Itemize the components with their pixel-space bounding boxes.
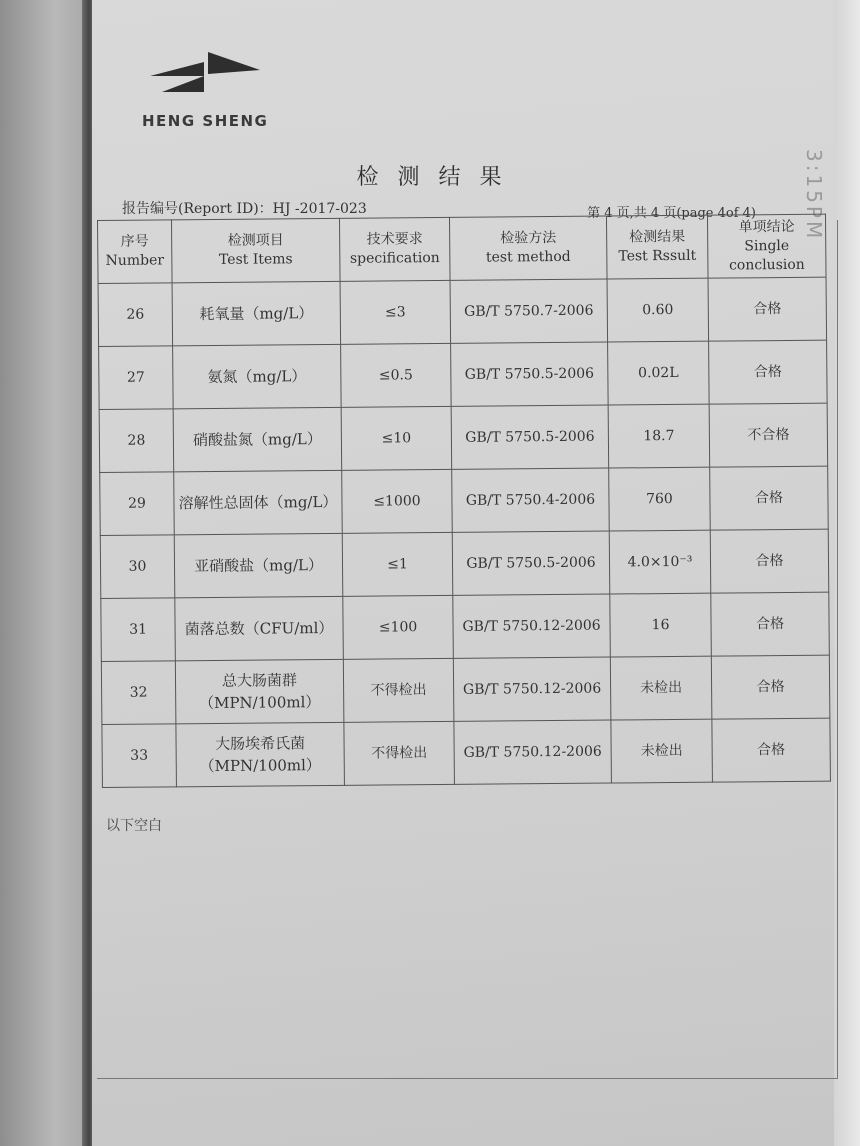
cell-method: GB/T 5750.7-2006 [450,279,608,343]
left-page-edge [0,0,92,1146]
cell-result: 0.02L [608,341,710,405]
cell-conclusion: 合格 [709,340,828,404]
table-row [101,592,830,661]
cell-item: 亚硝酸盐（mg/L） [174,533,343,597]
table-row [98,277,827,346]
cell-result: 760 [609,467,711,531]
cell-spec: 不得检出 [343,658,454,722]
cell-conclusion: 合格 [711,655,830,719]
header-number: 序号 Number [98,220,173,284]
table-row [99,340,828,409]
header-test-items: 检测项目 Test Items [172,218,341,282]
cell-spec: ≤1000 [342,469,453,533]
page-number: 第 4 页,共 4 页(page 4of 4) [587,206,756,221]
cell-method: GB/T 5750.12-2006 [454,720,612,784]
cell-number: 27 [99,346,174,410]
cell-spec: ≤10 [341,406,452,470]
cell-spec: ≤1 [342,532,453,596]
cell-number: 26 [98,283,173,347]
time-stamp: 3:15PM [802,148,826,242]
report-page [92,0,834,1146]
cell-method: GB/T 5750.12-2006 [453,657,611,721]
cell-conclusion: 不合格 [709,403,828,467]
header-test-method: 检验方法 test method [449,216,607,280]
cell-item: 大肠埃希氏菌（MPN/100ml） [176,722,345,786]
cell-number: 28 [99,409,174,473]
cell-conclusion: 合格 [710,466,829,530]
brand-name: HENG SHENG [142,112,269,130]
cell-spec: ≤3 [340,280,451,344]
cell-item: 氨氮（mg/L） [173,344,342,408]
cell-conclusion: 合格 [710,529,829,593]
document-title: 检 测 结 果 [356,165,508,190]
cell-method: GB/T 5750.12-2006 [453,594,611,658]
cell-method: GB/T 5750.5-2006 [451,405,609,469]
cell-number: 32 [101,661,176,725]
cell-number: 33 [102,724,177,788]
results-table [97,214,831,788]
cell-item: 总大肠菌群（MPN/100ml） [175,659,344,723]
table-row [102,718,831,787]
header-test-result: 检测结果 Test Rssult [606,215,708,279]
cell-result: 4.0×10⁻³ [609,530,711,594]
blank-below-note: 以下空白 [106,818,162,834]
cell-spec: 不得检出 [344,721,455,785]
table-row [99,403,828,472]
cell-method: GB/T 5750.4-2006 [452,468,610,532]
table-row [100,466,829,535]
header-specification: 技术要求 specification [339,217,450,281]
cell-result: 未检出 [610,656,712,720]
table-row [100,529,829,598]
cell-conclusion: 合格 [711,592,830,656]
cell-conclusion: 合格 [712,718,831,782]
cell-number: 31 [101,598,176,662]
cell-result: 未检出 [611,719,713,783]
cell-spec: ≤100 [343,595,454,659]
cell-item: 溶解性总固体（mg/L） [174,470,343,534]
cell-item: 硝酸盐氮（mg/L） [173,407,342,471]
cell-method: GB/T 5750.5-2006 [452,531,610,595]
cell-result: 18.7 [608,404,710,468]
cell-number: 30 [100,535,175,599]
cell-spec: ≤0.5 [341,343,452,407]
report-id: 报告编号(Report ID)：HJ -2017-023 [122,201,367,217]
table-header-row [98,214,827,283]
cell-conclusion: 合格 [708,277,827,341]
cell-result: 0.60 [607,278,709,342]
cell-number: 29 [100,472,175,536]
cell-method: GB/T 5750.5-2006 [451,342,609,406]
cell-result: 16 [610,593,712,657]
cell-item: 菌落总数（CFU/ml） [175,596,344,660]
header-conclusion: 单项结论 Single conclusion [707,214,826,278]
table-row [101,655,830,724]
cell-item: 耗氧量（mg/L） [172,281,341,345]
